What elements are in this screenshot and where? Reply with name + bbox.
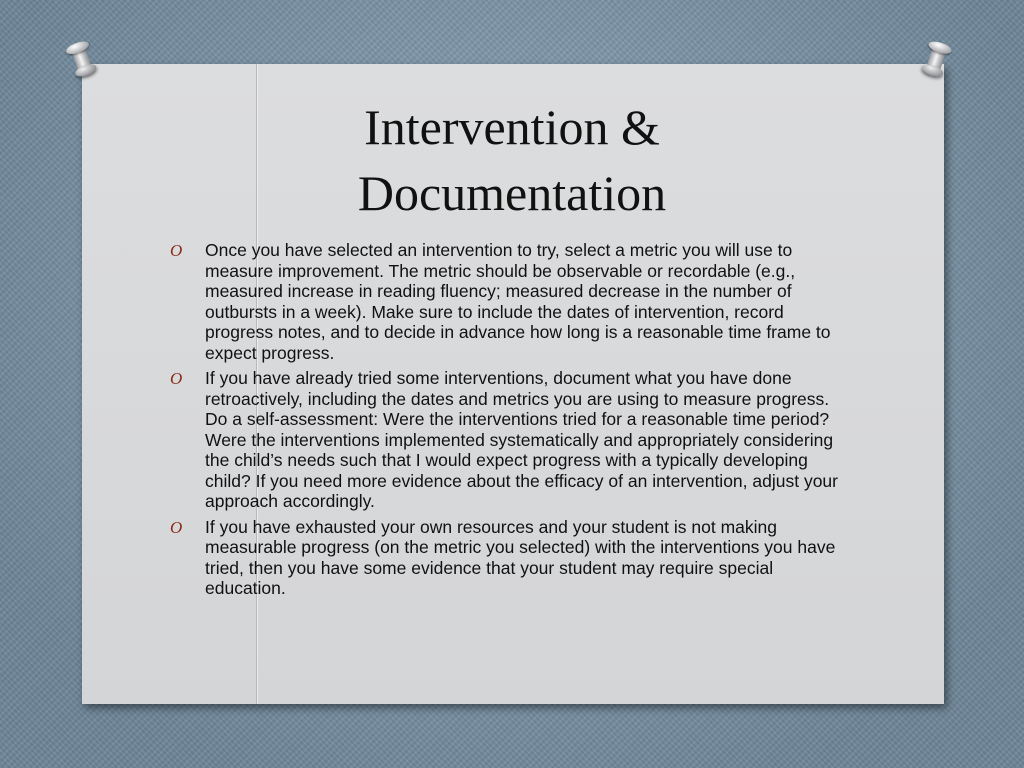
bullet-marker-icon: O xyxy=(170,241,183,260)
bullet-marker-icon: O xyxy=(170,517,183,537)
bullet-item xyxy=(168,517,848,599)
bullet-item xyxy=(168,368,848,512)
bullet-text: Once you have selected an intervention to try, select a metric you will use to measure improvement. The metric should be observable or recordable (e.g., measured increase in reading fluency; measured decrease in the number of outbursts in a week). Make sure to include the dates of intervention, record progress notes, and to decide in advance how long is a reasonable time frame to expect progress. xyxy=(205,240,831,363)
bullet-list xyxy=(168,240,848,604)
bullet-marker-icon: O xyxy=(170,369,183,388)
slide-title-line-1: Intervention & xyxy=(364,99,660,155)
bullet-text: If you have exhausted your own resources and your student is not making measurable progress (on the metric you selected) with the interventions you have tried, then you have some evidence that your student may require special education. xyxy=(205,516,836,598)
bullet-text: If you have already tried some interventions, document what you have done retroactively, including the dates and metrics you are using to measure progress. Do a self-assessment: Were the interventions tried for a reasonable time period? Were the interventions implemented systematically and appropriately considering the child’s needs such that I would expect progress with a typically developing child? If you need more evidence about the efficacy of an intervention, adjust your approach accordingly. xyxy=(205,368,838,511)
slide-title xyxy=(180,94,844,226)
slide-title-line-2: Documentation xyxy=(357,165,667,221)
push-pin-icon xyxy=(919,39,953,81)
push-pin-icon xyxy=(65,39,100,81)
bullet-item xyxy=(168,240,848,363)
